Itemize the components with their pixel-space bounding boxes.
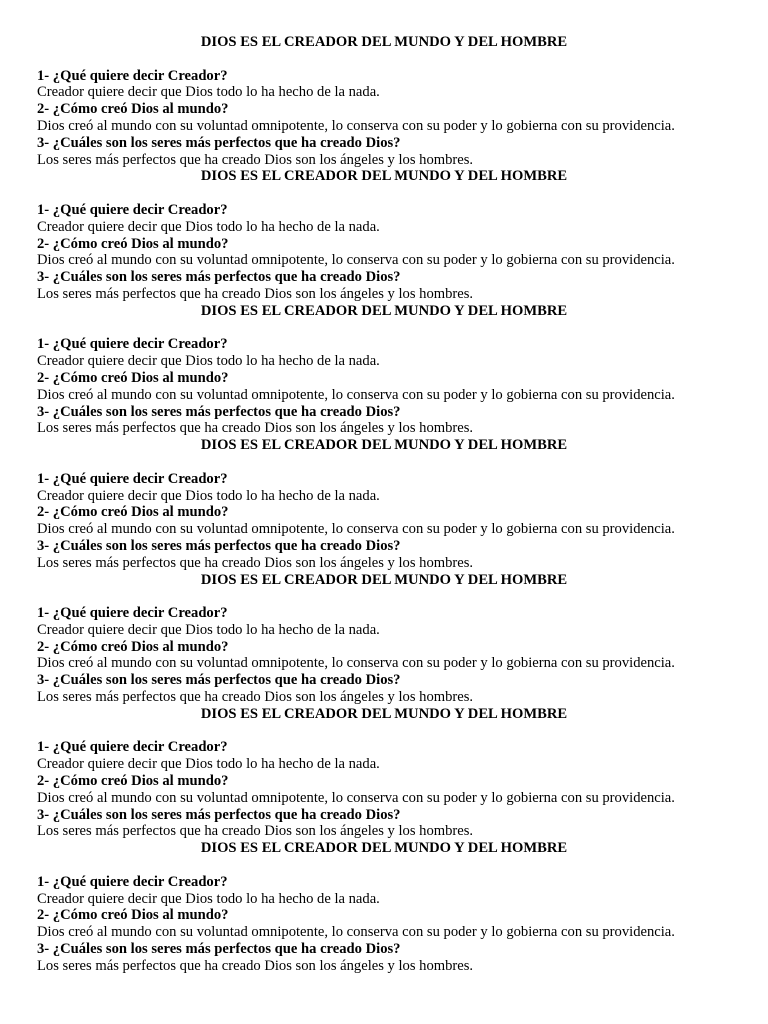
catechism-block	[0, 34, 768, 168]
answer-1: Creador quiere decir que Dios todo lo ha hecho de la nada.	[37, 621, 380, 638]
spacer	[0, 51, 768, 68]
answer-1: Creador quiere decir que Dios todo lo ha hecho de la nada.	[37, 890, 380, 907]
question-2: 2- ¿Cómo creó Dios al mundo?	[37, 504, 229, 521]
catechism-block	[0, 303, 768, 437]
answer-3: Los seres más perfectos que ha creado Dios son los ángeles y los hombres.	[37, 285, 474, 302]
answer-1: Creador quiere decir que Dios todo lo ha hecho de la nada.	[37, 218, 380, 235]
answer-2: Dios creó al mundo con su voluntad omnipotente, lo conserva con su poder y lo gobierna con su providencia.	[37, 655, 675, 672]
question-3: 3- ¿Cuáles son los seres más perfectos que ha creado Dios?	[37, 269, 401, 286]
question-1: 1- ¿Qué quiere decir Creador?	[37, 201, 228, 218]
answer-2: Dios creó al mundo con su voluntad omnipotente, lo conserva con su poder y lo gobierna con su providencia.	[37, 521, 675, 538]
answer-1: Creador quiere decir que Dios todo lo ha hecho de la nada.	[37, 756, 380, 773]
answer-2: Dios creó al mundo con su voluntad omnipotente, lo conserva con su poder y lo gobierna con su providencia.	[37, 117, 675, 134]
block-title: DIOS ES EL CREADOR DEL MUNDO Y DEL HOMBRE	[200, 571, 568, 588]
spacer	[0, 588, 768, 605]
block-title: DIOS ES EL CREADOR DEL MUNDO Y DEL HOMBRE	[200, 840, 568, 857]
answer-2: Dios creó al mundo con su voluntad omnipotente, lo conserva con su poder y lo gobierna con su providencia.	[37, 252, 675, 269]
catechism-block	[0, 168, 768, 302]
question-3: 3- ¿Cuáles son los seres más perfectos que ha creado Dios?	[37, 672, 401, 689]
question-2: 2- ¿Cómo creó Dios al mundo?	[37, 101, 229, 118]
question-3: 3- ¿Cuáles son los seres más perfectos que ha creado Dios?	[37, 941, 401, 958]
catechism-block	[0, 840, 768, 974]
catechism-block	[0, 572, 768, 706]
answer-3: Los seres más perfectos que ha creado Dios son los ángeles y los hombres.	[37, 420, 474, 437]
answer-2: Dios creó al mundo con su voluntad omnipotente, lo conserva con su poder y lo gobierna con su providencia.	[37, 924, 675, 941]
block-title: DIOS ES EL CREADOR DEL MUNDO Y DEL HOMBRE	[200, 168, 568, 185]
answer-1: Creador quiere decir que Dios todo lo ha hecho de la nada.	[37, 84, 380, 101]
spacer	[0, 320, 768, 337]
answer-3: Los seres más perfectos que ha creado Dios son los ángeles y los hombres.	[37, 957, 474, 974]
catechism-block	[0, 706, 768, 840]
spacer	[0, 185, 768, 202]
block-title: DIOS ES EL CREADOR DEL MUNDO Y DEL HOMBRE	[200, 34, 568, 50]
spacer	[0, 723, 768, 740]
question-2: 2- ¿Cómo creó Dios al mundo?	[37, 638, 229, 655]
question-3: 3- ¿Cuáles son los seres más perfectos que ha creado Dios?	[37, 537, 401, 554]
catechism-block	[0, 437, 768, 571]
answer-3: Los seres más perfectos que ha creado Dios son los ángeles y los hombres.	[37, 823, 474, 840]
question-3: 3- ¿Cuáles son los seres más perfectos que ha creado Dios?	[37, 134, 401, 151]
document-page	[0, 34, 768, 975]
answer-2: Dios creó al mundo con su voluntad omnipotente, lo conserva con su poder y lo gobierna con su providencia.	[37, 386, 675, 403]
block-title: DIOS ES EL CREADOR DEL MUNDO Y DEL HOMBRE	[200, 705, 568, 722]
answer-3: Los seres más perfectos que ha creado Dios son los ángeles y los hombres.	[37, 554, 474, 571]
question-2: 2- ¿Cómo creó Dios al mundo?	[37, 235, 229, 252]
block-title: DIOS ES EL CREADOR DEL MUNDO Y DEL HOMBRE	[200, 437, 568, 454]
answer-3: Los seres más perfectos que ha creado Dios son los ángeles y los hombres.	[37, 689, 474, 706]
answer-2: Dios creó al mundo con su voluntad omnipotente, lo conserva con su poder y lo gobierna con su providencia.	[37, 789, 675, 806]
spacer	[0, 857, 768, 874]
question-1: 1- ¿Qué quiere decir Creador?	[37, 336, 228, 353]
question-1: 1- ¿Qué quiere decir Creador?	[37, 739, 228, 756]
spacer	[0, 454, 768, 471]
answer-1: Creador quiere decir que Dios todo lo ha hecho de la nada.	[37, 487, 380, 504]
question-3: 3- ¿Cuáles son los seres más perfectos que ha creado Dios?	[37, 806, 401, 823]
question-2: 2- ¿Cómo creó Dios al mundo?	[37, 773, 229, 790]
question-2: 2- ¿Cómo creó Dios al mundo?	[37, 369, 229, 386]
answer-1: Creador quiere decir que Dios todo lo ha hecho de la nada.	[37, 353, 380, 370]
question-2: 2- ¿Cómo creó Dios al mundo?	[37, 907, 229, 924]
question-1: 1- ¿Qué quiere decir Creador?	[37, 67, 228, 84]
answer-3: Los seres más perfectos que ha creado Dios son los ángeles y los hombres.	[37, 151, 474, 168]
question-3: 3- ¿Cuáles son los seres más perfectos que ha creado Dios?	[37, 403, 401, 420]
question-1: 1- ¿Qué quiere decir Creador?	[37, 605, 228, 622]
question-1: 1- ¿Qué quiere decir Creador?	[37, 873, 228, 890]
block-title: DIOS ES EL CREADOR DEL MUNDO Y DEL HOMBRE	[200, 302, 568, 319]
question-1: 1- ¿Qué quiere decir Creador?	[37, 470, 228, 487]
